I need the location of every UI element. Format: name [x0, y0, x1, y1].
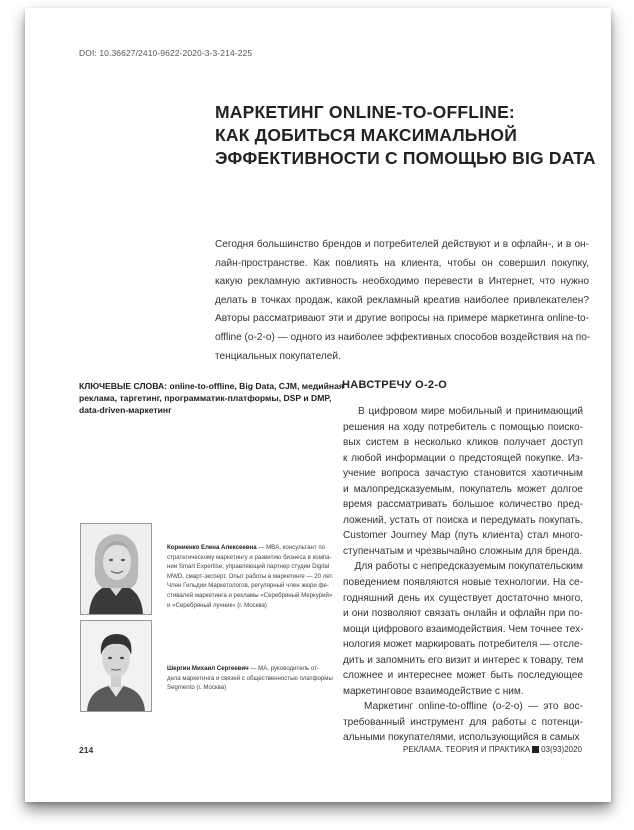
portrait-image	[81, 524, 151, 614]
abstract-line: тенциальных покупателей.	[215, 350, 341, 362]
title-line: КАК ДОБИТЬСЯ МАКСИМАЛЬНОЙ	[215, 125, 518, 145]
body-line: и они позволяют связать онлайн и офлайн при по-	[343, 608, 583, 620]
title-line: МАРКЕТИНГ ONLINE-TO-OFFLINE:	[215, 102, 515, 122]
keywords-block	[79, 381, 344, 416]
body-line: вых систем в несколько кликов получает доступ	[343, 437, 583, 449]
article-title	[215, 101, 595, 170]
portrait-image	[81, 621, 151, 711]
journal-footer	[403, 745, 582, 754]
body-line: альными покупателями, использующийся в самых	[343, 732, 580, 744]
author-bio-text: — MBA, консультант по	[256, 544, 326, 551]
keywords-line: КЛЮЧЕВЫЕ СЛОВА: online-to-offline, Big Data, CJM, медийная	[79, 381, 344, 391]
body-line: ложений, устать от поиска и передумать покупать.	[343, 514, 583, 526]
square-separator-icon	[532, 746, 539, 753]
abstract-line: Сегодня большинство брендов и потребителей действуют и в офлайн-, и в он-	[215, 239, 589, 250]
body-line: время рассматривать большое количество пред-	[343, 499, 583, 511]
body-line: требованный инструмент для работы с потенци-	[343, 716, 583, 728]
abstract-line: Авторы рассматривают эти и другие вопросы на примере маркетинга online-to-	[215, 313, 589, 325]
keywords-line: реклама, таргетинг, программатик-платформы, DSP и DMP,	[79, 392, 332, 403]
body-line: В цифровом мире мобильный и принимающий	[343, 406, 583, 417]
author-name: Шергин Михаил Сергеевич	[167, 665, 249, 672]
author-bio-kornienko	[167, 543, 334, 610]
author-bio-text: — MA, руководитель от-	[248, 665, 319, 672]
journal-name: РЕКЛАМА. ТЕОРИЯ И ПРАКТИКА	[403, 745, 531, 754]
author-bio-line: и «Серебряный лучник» (г. Москва)	[167, 601, 267, 609]
author-bio-line: стратегическому маркетингу и развитию бизнеса в компа-	[167, 553, 332, 561]
abstract-line: какую рекламную активность необходимо перевести в Интернет, что нужно	[215, 276, 589, 288]
keywords-line: data-driven-маркетинг	[79, 404, 172, 415]
author-bio-line: дела маркетинга и связей с общественностью платформы	[167, 674, 333, 682]
body-line: к любой информации о предстоящей покупке. Из-	[343, 452, 583, 464]
author-bio-line: нии Smart Expertise, управляющий партнер студии Digital	[167, 563, 330, 571]
author-bio-line: MWD, смарт-эксперт. Опыт работы в маркетинге — 20 лет.	[167, 572, 334, 580]
body-text	[343, 404, 583, 746]
body-line: нология может маркировать потребителя — отсле-	[343, 639, 583, 651]
author-bio-line: Член Гильдии Маркетологов, регулярный член жюри фе-	[167, 582, 329, 590]
body-line: мощи цифрового взаимодействия. Чем точнее тех-	[343, 623, 584, 635]
author-photo-shergin	[80, 620, 152, 712]
author-bio-line: стивалей маркетинга и рекламы «Серебряный Меркурий»	[167, 591, 333, 599]
abstract-line: offline (o-2-o) — одного из наиболее эффективных способов воздействия на по-	[215, 331, 591, 343]
body-line: дить и запомнить его визит и интерес к товару, тем	[343, 654, 584, 666]
author-bio-line: Segmento (г. Москва)	[167, 684, 227, 692]
body-line: маркетинговое взаимодействие с ним.	[343, 685, 524, 697]
body-line: годняшний день их существует достаточно много,	[343, 592, 583, 604]
body-line: Маркетинг online-to-offline (o-2-o) — это вос-	[343, 701, 583, 713]
journal-issue: 03(93)2020	[541, 745, 582, 754]
author-photo-kornienko	[80, 523, 152, 615]
body-line: Customer Journey Map (путь клиента) стал много-	[343, 530, 583, 542]
body-line: и малопредсказуемым, покупатель может долгое	[343, 483, 583, 495]
abstract	[215, 236, 589, 366]
abstract-line: лайн-пространстве. Как повлиять на клиента, чтобы он совершил покупку,	[215, 257, 589, 269]
author-name: Корниенко Елена Алексеевна	[167, 544, 257, 551]
page-number: 214	[79, 745, 94, 755]
abstract-line: делать в точках продаж, какой рекламный креатив наиболее привлекателен?	[215, 294, 589, 306]
body-line: учение вопроса зачастую становится хаотичным	[343, 468, 583, 480]
body-line: сложнее и интереснее может быть последующее	[343, 670, 583, 682]
author-bio-shergin	[167, 664, 333, 693]
body-line: решения на ходу потребитель с помощью поиско-	[343, 421, 583, 433]
doi-line: DOI: 10.36627/2410-9622-2020-3-3-214-225	[79, 48, 253, 58]
body-line: Для работы с непредсказуемым покупательским	[343, 561, 583, 573]
title-line: ЭФФЕКТИВНОСТИ С ПОМОЩЬЮ BIG DATA	[215, 148, 596, 168]
body-line: ступенчатым и чрезвычайно сложным для бренда.	[343, 545, 583, 557]
body-line: поведением появляются новые технологии. На се-	[343, 577, 583, 589]
section-heading: НАВСТРЕЧУ О-2-О	[342, 379, 448, 391]
